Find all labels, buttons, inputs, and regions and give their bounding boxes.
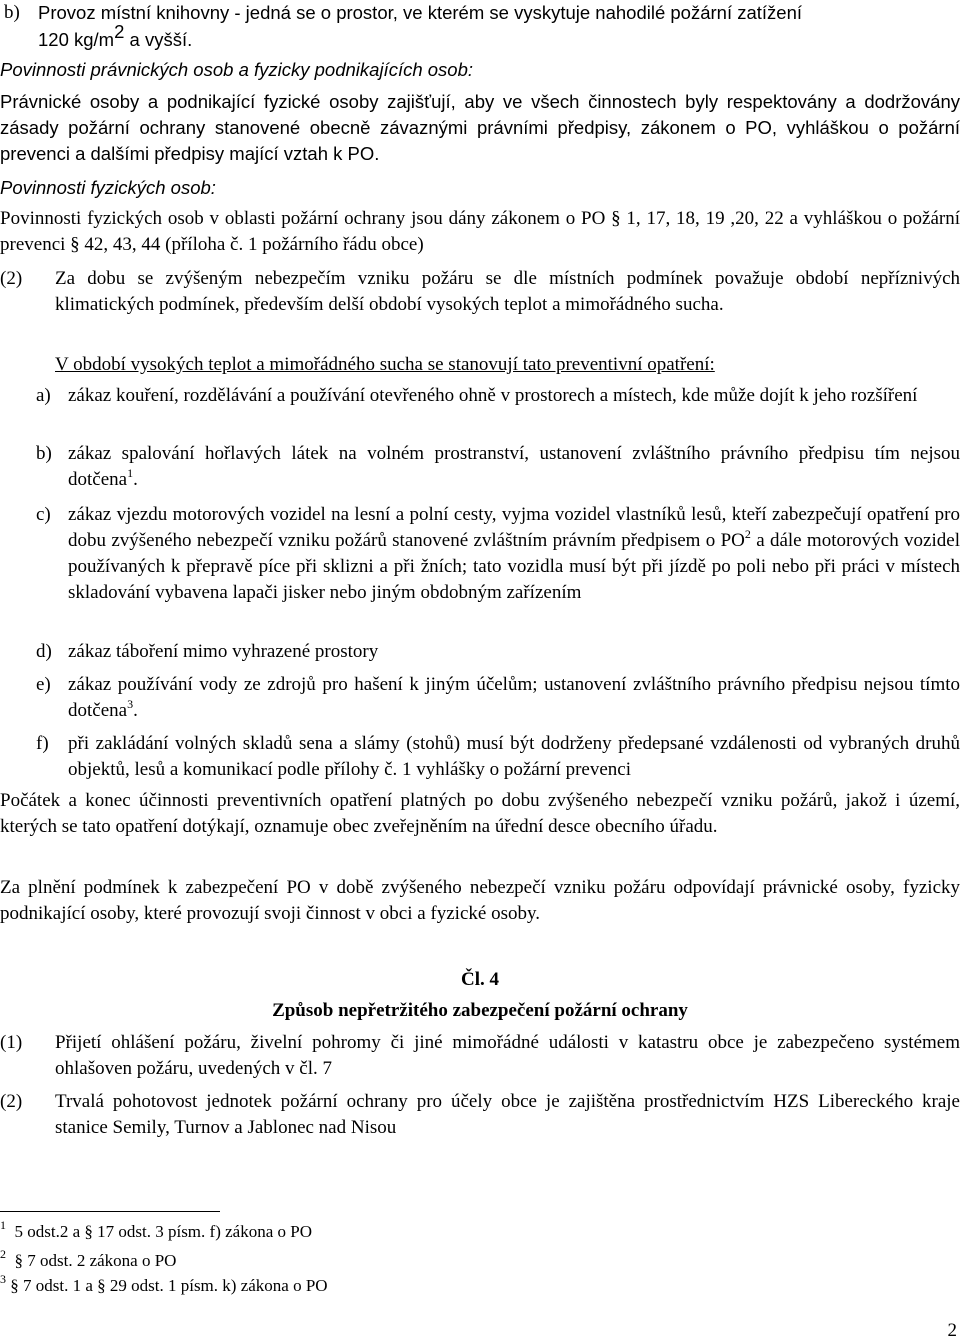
footnote-2: $^2$ § 7 odst. 2 zákona o PO bbox=[0, 1247, 177, 1270]
article-item-2: (2) Trvalá pohotovost jednotek požární ochrany pro účely obce je zajištěna prostřednictvím HZS Libereckého kraje stanice Semily, Turnov a Jablonec nad Nisou bbox=[0, 1091, 960, 1138]
footnote-3: $^3$ § 7 odst. 1 a § 29 odst. 1 písm. k) zákona o PO bbox=[0, 1272, 328, 1295]
measure-item-b: b) zákaz spalování hořlavých látek na volném prostranství, ustanovení zvláštního právního předpisu tím nejsou dotčena$^1$. bbox=[36, 443, 960, 490]
footnote-separator bbox=[0, 1211, 220, 1212]
measure-item-f: f) při zakládání volných skladů sena a slámy (stohů) musí být dodrženy předepsané vzdálenosti od vybraných druhů objektů, lesů a komunikací podle přílohy č. 1 vyhlášky o požární prevenci bbox=[36, 733, 960, 780]
paragraph-text: Za dobu se zvýšeným nebezpečím vzniku požáru se dle místních podmínek považuje období nepříznivých klimatických podmínek, především delší období vysokých teplot a mimořádného sucha. bbox=[55, 268, 960, 315]
section-heading-legal-persons: Povinnosti právnických osob a fyzicky podnikajících osob: bbox=[0, 59, 474, 80]
measure-item-c: c) zákaz vjezdu motorových vozidel na lesní a polní cesty, vyjma vozidel vlastníků lesů, kteří zabezpečují opatření pro dobu zvýšeného nebezpečí vzniku požárů stanovené zvláštním právním předpisem o $PO^2$ a dále motorových vozidel používaných k přepravě píce při sklizni a při žních; tato vozidla musí být při jízdě po poli nebo při práci v místech skladování vybavena lapači jisker nebo jiným obdobným zařízením bbox=[36, 504, 960, 603]
measure-item-a: a) zákaz kouření, rozdělávání a používání otevřeného ohně v prostorech a místech, kde může dojít k jeho rozšíření bbox=[36, 385, 918, 406]
page-number: 2 bbox=[947, 1320, 957, 1341]
paragraph-natural-persons: Povinnosti fyzických osob v oblasti požární ochrany jsou dány zákonem o PO § 1, 17, 18, 19 ,20, 22 a vyhláškou o požární prevenci § 42, 43, 44 (příloha č. 1 požárního řádu obce) bbox=[0, 208, 960, 255]
paragraph-responsible: Za plnění podmínek k zabezpečení PO v době zvýšeného nebezpečí vzniku požáru odpovídají právnické osoby, fyzicky podnikající osoby, které provozují svoji činnost v obci a fyzické osoby. bbox=[0, 877, 960, 924]
article-number: Čl. 4 bbox=[461, 969, 499, 990]
list-text: Provoz místní knihovny - jedná se o prostor, ve kterém se vyskytuje nahodilé požární zatížení 120 $kg/m^2$ a vyšší. bbox=[38, 2, 803, 50]
paragraph-start-end: Počátek a konec účinnosti preventivních opatření platných po dobu zvýšeného nebezpečí vzniku požárů, jakož i území, kterých se tato opatření dotýkají, oznamuje obec zveřejněním na úřední desce obecního úřadu. bbox=[0, 790, 960, 837]
paragraph-legal-persons: Právnické osoby a podnikající fyzické osoby zajišťují, aby ve všech činnostech byly respektovány a dodržovány zásady požární ochrany stanovené obecně závaznými právními předpisy, zákonem o PO, vyhláškou o požární prevenci a dalšími předpisy mající vztah k PO. bbox=[0, 91, 960, 164]
list-item-b-library bbox=[0, 0, 960, 52]
article-title: Způsob nepřetržitého zabezpečení požární ochrany bbox=[272, 1000, 688, 1021]
measure-item-d: d) zákaz táboření mimo vyhrazené prostory bbox=[36, 641, 379, 662]
measures-intro: V období vysokých teplot a mimořádného sucha se stanovují tato preventivní opatření: bbox=[55, 354, 715, 375]
measure-item-e: e) zákaz používání vody ze zdrojů pro hašení k jiným účelům; ustanovení zvláštního právního předpisu nejsou tímto dotčena$^3$. bbox=[36, 674, 960, 721]
footnote-1: $^1$ 5 odst.2 a § 17 odst. 3 písm. f) zákona o PO bbox=[0, 1218, 312, 1241]
section-heading-natural-persons: Povinnosti fyzických osob: bbox=[0, 177, 216, 198]
list-label: b) bbox=[4, 2, 20, 23]
paragraph-number: (2) bbox=[0, 268, 23, 289]
numbered-paragraph-2 bbox=[0, 266, 960, 344]
article-item-1: (1) Přijetí ohlášení požáru, živelní pohromy či jiné mimořádné události v katastru obce je zabezpečeno systémem ohlašoven požáru, uvedených v čl. 7 bbox=[0, 1032, 960, 1079]
